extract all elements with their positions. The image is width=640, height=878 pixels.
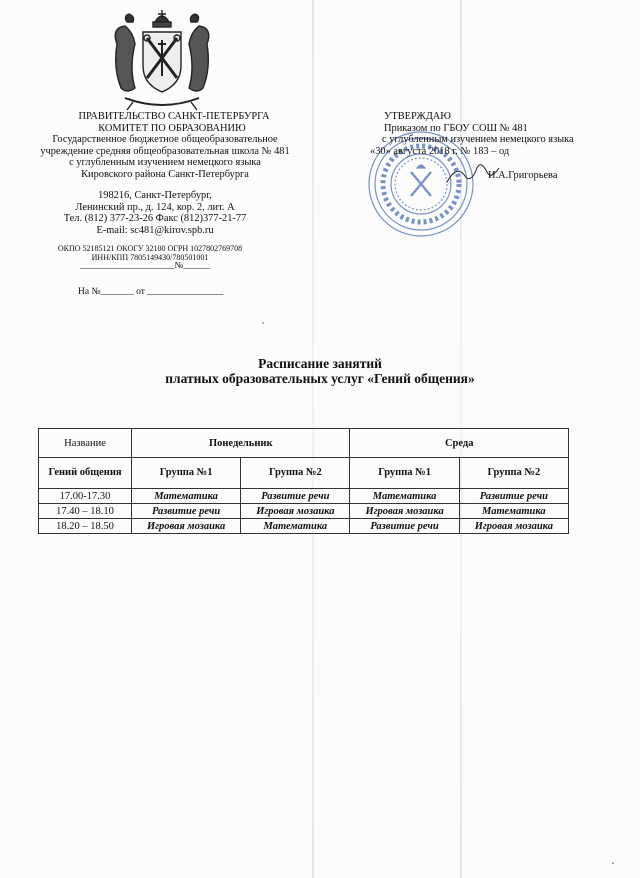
lesson-cell: Игровая мозаика	[350, 504, 459, 519]
lesson-cell: Математика	[132, 489, 241, 504]
group-header: Группа №1	[350, 458, 459, 489]
table-subheader-row	[39, 458, 569, 489]
lesson-cell: Развитие речи	[459, 489, 568, 504]
approval-block	[370, 111, 640, 182]
lesson-cell: Развитие речи	[350, 519, 459, 534]
table-row	[39, 489, 569, 504]
group-header: Группа №1	[132, 458, 241, 489]
reply-reference-line: На №_______ от ________________	[78, 287, 224, 297]
group-header: Группа №2	[241, 458, 350, 489]
codes-line: ОКПО 52185121 ОКОГУ 32100 ОГРН 1027802769708	[57, 244, 243, 253]
lesson-cell: Математика	[350, 489, 459, 504]
lesson-cell: Развитие речи	[132, 504, 241, 519]
table-row	[39, 504, 569, 519]
address-line: E-mail: sc481@kirov.spb.ru	[96, 224, 214, 236]
address-line: Ленинский пр., д. 124, кор. 2, лит. А	[75, 201, 235, 213]
table-header-row	[39, 429, 569, 458]
outgoing-number-line: _____________________№______	[80, 260, 211, 270]
lesson-cell: Игровая мозаика	[241, 504, 350, 519]
time-cell: 18.20 – 18.50	[39, 519, 132, 534]
signature	[445, 160, 500, 190]
address-line: 198216, Санкт-Петербург,	[98, 190, 212, 201]
time-cell: 17.40 – 18.10	[39, 504, 132, 519]
lesson-cell: Игровая мозаика	[132, 519, 241, 534]
coat-of-arms-emblem	[103, 8, 221, 112]
org-line: с углубленным изучением немецкого языка	[69, 157, 261, 169]
codes-line: ИНН/КПП 7805149430/780501001	[91, 253, 209, 262]
time-cell: 17.00-17.30	[39, 489, 132, 504]
lesson-cell: Математика	[241, 519, 350, 534]
table-row	[39, 519, 569, 534]
schedule-table	[38, 428, 569, 534]
approval-line: «30» августа 2018 г. № 183 – од	[370, 145, 510, 157]
scan-speck	[262, 322, 264, 324]
address-block	[30, 190, 280, 236]
scan-speck	[612, 862, 614, 864]
lesson-cell: Математика	[459, 504, 568, 519]
course-name: Гений общения	[39, 458, 132, 489]
lesson-cell: Игровая мозаика	[459, 519, 568, 534]
lesson-cell: Развитие речи	[241, 489, 350, 504]
title-line-2: платных образовательных услуг «Гений общения»	[165, 371, 475, 386]
org-line: Государственное бюджетное общеобразовательное	[52, 134, 278, 146]
org-line: КОМИТЕТ ПО ОБРАЗОВАНИЮ	[98, 122, 246, 134]
org-line: учреждение средняя общеобразовательная школа № 481	[40, 145, 290, 157]
title-line-1: Расписание занятий	[258, 356, 382, 371]
approval-line: с углубленным изучением немецкого языка	[382, 134, 574, 146]
org-line: ПРАВИТЕЛЬСТВО САНКТ-ПЕТЕРБУРГА	[78, 111, 270, 122]
address-line: Тел. (812) 377-23-26 Факс (812)377-21-77	[63, 213, 247, 225]
document-title	[0, 356, 640, 386]
header-name: Название	[39, 429, 132, 458]
issuer-block	[0, 111, 330, 181]
approval-line: Приказом по ГБОУ СОШ № 481	[384, 122, 528, 134]
header-day-monday: Понедельник	[132, 429, 350, 458]
header-day-wednesday: Среда	[350, 429, 569, 458]
group-header: Группа №2	[459, 458, 568, 489]
approval-line: УТВЕРЖДАЮ	[384, 111, 451, 122]
signatory-name: И.А.Григорьева	[488, 170, 558, 182]
org-line: Кировского района Санкт-Петербурга	[81, 168, 249, 180]
